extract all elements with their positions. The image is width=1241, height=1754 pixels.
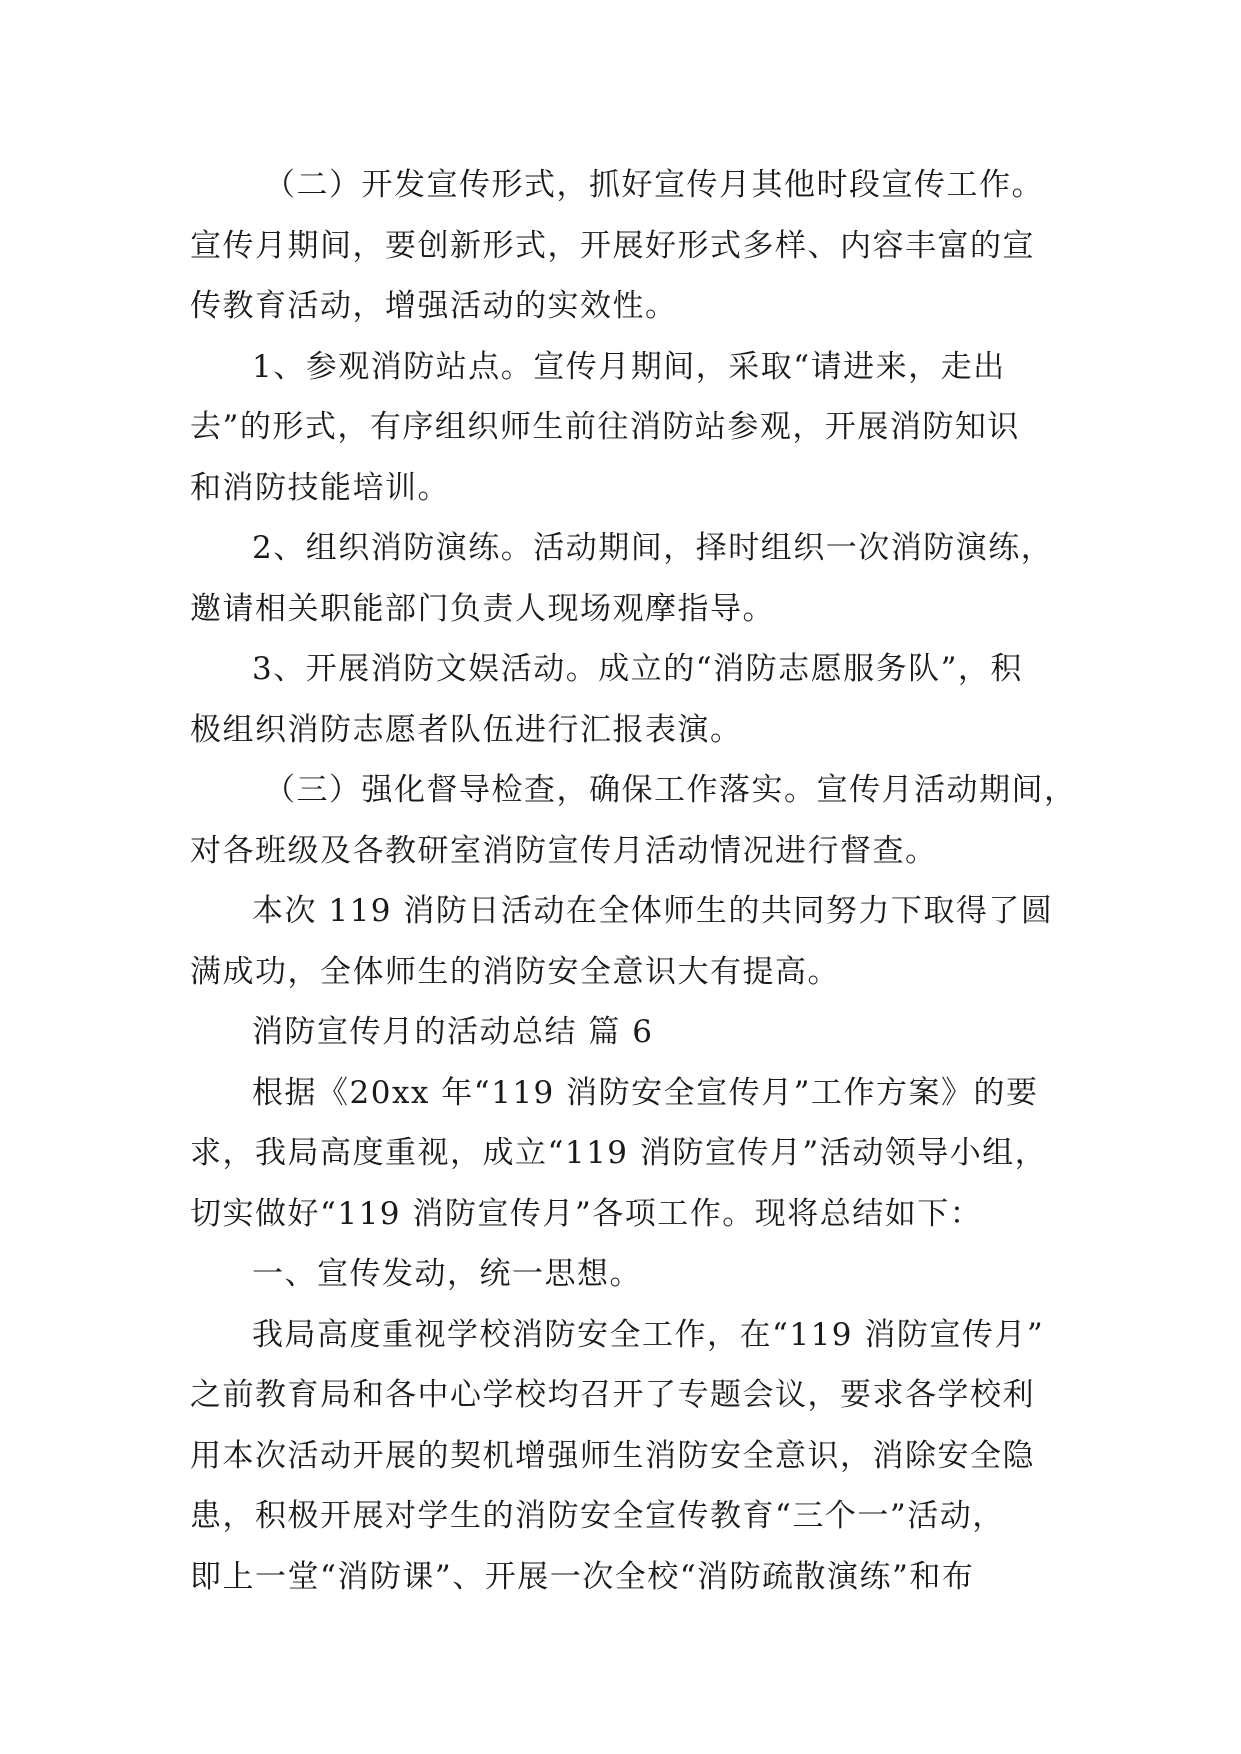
- paragraph-line: 满成功，全体师生的消防安全意识大有提高。: [190, 953, 840, 990]
- paragraph-line: 去”的形式，有序组织师生前往消防站参观，开展消防知识: [190, 409, 1020, 445]
- paragraph-line: 邀请相关职能部门负责人现场观摩指导。: [190, 590, 775, 627]
- paragraph-line: 传教育活动，增强活动的实效性。: [190, 288, 678, 324]
- paragraph-line: 极组织消防志愿者队伍进行汇报表演。: [190, 711, 743, 748]
- section-heading: 消防宣传月的活动总结 篇 6: [252, 1014, 654, 1050]
- paragraph-line: 根据《20xx 年“119 消防安全宣传月”工作方案》的要: [252, 1074, 1039, 1111]
- paragraph-line: 对各班级及各教研室消防宣传月活动情况进行督查。: [190, 832, 938, 869]
- paragraph-line: 用本次活动开展的契机增强师生消防安全意识，消除安全隐: [190, 1437, 1035, 1474]
- paragraph-line: 1、参观消防站点。宣传月期间，采取“请进来，走出: [252, 348, 1006, 385]
- subsection-heading: 一、宣传发动，统一思想。: [252, 1256, 642, 1292]
- paragraph-line: 即上一堂“消防课”、开展一次全校“消防疏散演练”和布: [190, 1558, 975, 1595]
- paragraph-line: 求，我局高度重视，成立“119 消防宣传月”活动领导小组，: [190, 1135, 1048, 1171]
- paragraph-line: 和消防技能培训。: [190, 469, 450, 506]
- paragraph-line: 切实做好“119 消防宣传月”各项工作。现将总结如下：: [190, 1195, 983, 1232]
- paragraph-line: 之前教育局和各中心学校均召开了专题会议，要求各学校利: [190, 1377, 1035, 1413]
- paragraph-line: 本次 119 消防日活动在全体师生的共同努力下取得了圆: [252, 893, 1054, 929]
- paragraph-line: 宣传月期间，要创新形式，开展好形式多样、内容丰富的宣: [190, 227, 1035, 264]
- paragraph-line: （二）开发宣传形式，抓好宣传月其他时段宣传工作。: [264, 167, 1044, 203]
- paragraph-line: 2、组织消防演练。活动期间，择时组织一次消防演练，: [252, 530, 1054, 566]
- document-page: [190, 155, 1077, 1607]
- paragraph-line: 患，积极开展对学生的消防安全宣传教育“三个一”活动，: [190, 1498, 1005, 1534]
- paragraph-line: 3、开展消防文娱活动。成立的“消防志愿服务队”，积: [252, 651, 1023, 687]
- paragraph-line: （三）强化督导检查，确保工作落实。宣传月活动期间，: [264, 772, 1077, 808]
- paragraph-line: 我局高度重视学校消防安全工作，在“119 消防宣传月”: [252, 1316, 1045, 1353]
